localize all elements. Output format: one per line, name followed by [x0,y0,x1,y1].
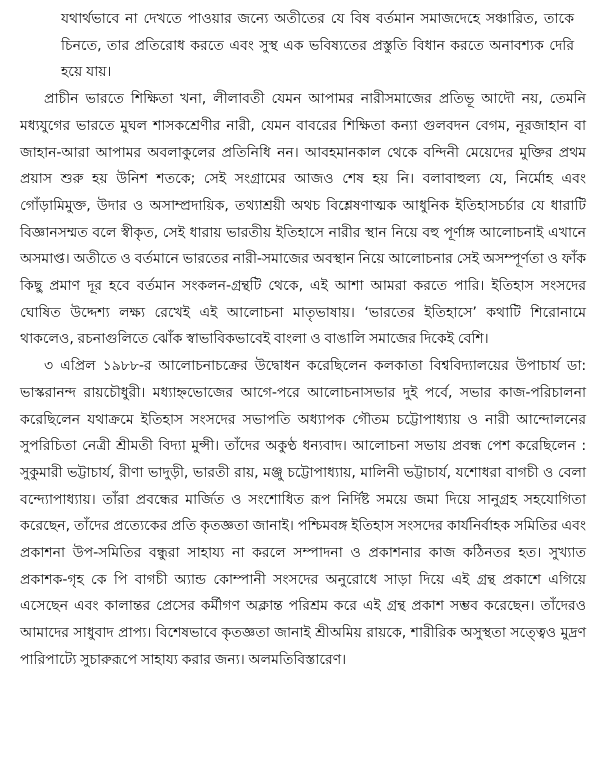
paragraph-1: যথার্থভাবে না দেখতে পাওয়ার জন্যে অতীতের যে বিষ বর্তমান সমাজদেহে সঞ্চারিত, তাকে চিনতে, তার প্রতিরোধ করতে এবং সুস্থ এক ভবিষ্যতের প্রস্তুতি বিধান করতে অনাবশ্যক দেরি হয়ে যায়। [61,11,574,81]
paragraph-3: ৩ এপ্রিল ১৯৮৮-র আলোচনাচক্রের উদ্বোধন করেছিলেন কলকাতা বিশ্ববিদ্যালয়ের উপাচার্য ডা: ভাস্করানন্দ রায়চৌধুরী। মধ্যাহ্নভোজের আগে-পরে আলোচনাসভার দুই পর্বে, সভার কাজ-পরিচালনা করেছিলেন যথাক্রমে ইতিহাস সংসদের সভাপতি অধ্যাপক গৌতম চট্টোপাধ্যায় ও নারী আন্দোলনের সুপরিচিতা নেত্রী শ্রীমতী বিদ্যা মুন্সী। তাঁদের অকুণ্ঠ ধন্যবাদ। আলোচনা সভায় প্রবন্ধ পেশ করেছিলেন : সুকুমারী ভট্টাচার্য, রীণা ভাদুড়ী, ভারতী রায়, মঞ্জু চট্টোপাধ্যায়, মালিনী ভট্টাচার্য, যশোধরা বাগচী ও বেলা বন্দ্যোপাধ্যায়। তাঁরা প্রবন্ধের মার্জিত ও সংশোধিত রূপ নির্দিষ্ট সময়ে জমা দিয়ে সানুগ্রহ সহযোগিতা করেছেন, তাঁদের প্রত্যেকের প্রতি কৃতজ্ঞতা জানাই। পশ্চিমবঙ্গ ইতিহাস সংসদের কার্যনির্বাহক সমিতির এবং প্রকাশনা উপ-সমিতির বন্ধুরা সাহায্য না করলে সম্পাদনা ও প্রকাশনার কাজ কঠিনতর হত। সুখ্যাত প্রকাশক-গৃহ কে পি বাগচী অ্যান্ড কোম্পানী সংসদের অনুরোধে সাড়া দিয়ে এই গ্রন্থ প্রকাশে এগিয়ে এসেছেন এবং কালান্তর প্রেসের কর্মীগণ অক্লান্ত পরিশ্রম করে এই গ্রন্থ প্রকাশ সম্ভব করেছেন। তাঁদেরও আমাদের সাধুবাদ প্রাপ্য। বিশেষভাবে কৃতজ্ঞতা জানাই শ্রীঅমিয় রায়কে, শারীরিক অসুস্থতা সত্ত্বেও মুদ্রণ পারিপাট্যে সুচারুরূপে সাহায্য করার জন্য। অলমতিবিস্তারেণ। [20,358,586,668]
paragraph-2: প্রাচীন ভারতে শিক্ষিতা খনা, লীলাবতী যেমন আপামর নারীসমাজের প্রতিভূ আদৌ নয়, তেমনি মধ্যযুগের ভারতে মুঘল শাসকশ্রেণীর নারী, যেমন বাবরের শিক্ষিতা কন্যা গুলবদন বেগম, নূরজাহান বা জাহান-আরা আপামর অবলাকুলের প্রতিনিধি নন। আবহমানকাল থেকে বন্দিনী মেয়েদের মুক্তির প্রথম প্রয়াস শুরু হয় উনিশ শতকে; সেই সংগ্রামের আজও শেষ হয় নি। বলাবাহুল্য যে, নির্মোহ এবং গোঁড়ামিমুক্ত, উদার ও অসাম্প্রদায়িক, তথ্যাশ্রয়ী অথচ বিশ্লেষণাত্মক আধুনিক ইতিহাসচর্চার যে ধারাটি বিজ্ঞানসম্মত বলে স্বীকৃত, সেই ধারায় ভারতীয় ইতিহাসে নারীর স্থান নিয়ে বহু পূর্ণাঙ্গ আলোচনাই এখানে অসমাপ্ত। অতীতে ও বর্তমানে ভারতের নারী-সমাজের অবস্থান নিয়ে আলোচনার সেই অসম্পূর্ণতা ও ফাঁক কিছু প্রমাণ দূর হবে বর্তমান সংকলন-গ্রন্থটি থেকে, এই আশা আমরা করতে পারি। ইতিহাস সংসদের ঘোষিত উদ্দেশ্য লক্ষ্য রেখেই এই আলোচনা মাতৃভাষায়। ‘ভারতের ইতিহাসে’ কথাটি শিরোনামে থাকলেও, রচনাগুলিতে ঝোঁক স্বাভাবিকভাবেই বাংলা ও বাঙালি সমাজের দিকেই বেশি। [20,91,586,348]
